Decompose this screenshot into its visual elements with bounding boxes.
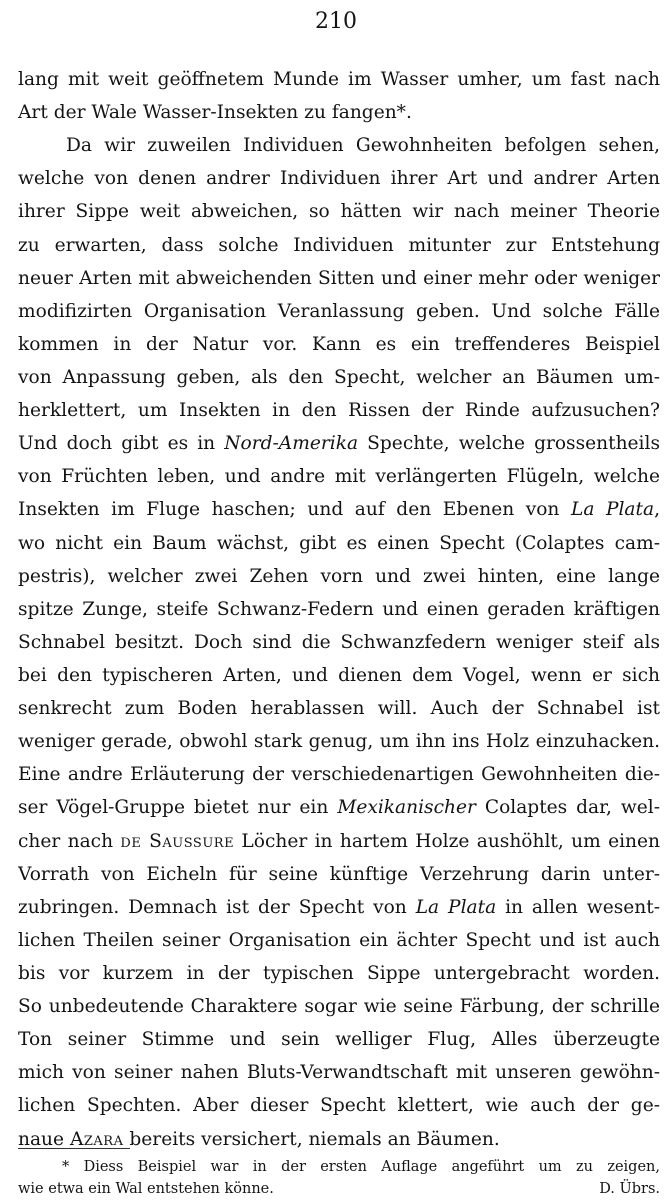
text-segment: pestris), welcher zwei Zehen vorn und zwei hinten, eine lange	[18, 565, 660, 587]
text-segment: senkrecht zum Boden herablassen will. Auch der Schnabel ist	[18, 698, 660, 720]
text-line	[18, 328, 660, 361]
text-segment: bei den typischeren Arten, und dienen dem Vogel, wenn er sich	[18, 664, 660, 686]
text-segment: in allen wesent-	[496, 896, 660, 918]
text-segment: kommen in der Natur vor. Kann es ein treffenderes Beispiel	[18, 333, 660, 355]
text-line	[18, 924, 660, 957]
italic-term: Mexikanischer	[337, 797, 476, 819]
text-line	[18, 493, 660, 526]
footnote-text: wie etwa ein Wal entstehen könne.	[18, 1181, 274, 1197]
author-name: Azara	[69, 1128, 124, 1150]
text-line	[18, 527, 660, 560]
text-segment: von Anpassung geben, als den Specht, welcher an Bäumen um-	[18, 366, 660, 388]
author-name: de Saussure	[120, 830, 235, 852]
text-segment: modifizirten Organisation Veranlassung geben. Und solche Fälle	[18, 300, 660, 322]
text-line	[18, 162, 660, 195]
text-line	[18, 427, 660, 460]
footnote-rule	[18, 1148, 130, 1149]
footnote-line	[18, 1178, 660, 1200]
text-segment: ihrer Sippe weit abweichen, so hätten wir nach meiner Theorie	[18, 201, 660, 223]
text-segment: mich von seiner nahen Bluts-Verwandtschaft mit unseren gewöhn-	[18, 1062, 660, 1084]
text-line	[18, 825, 660, 858]
text-line	[18, 758, 660, 791]
text-line	[18, 858, 660, 891]
text-segment: zu erwarten, dass solche Individuen mitunter zur Entstehung	[18, 234, 660, 256]
text-segment: herklettert, um Insekten in den Rissen der Rinde aufzusuchen?	[18, 400, 660, 422]
text-line	[18, 659, 660, 692]
text-line	[18, 195, 660, 228]
text-line	[18, 990, 660, 1023]
text-segment: Schnabel besitzt. Doch sind die Schwanzfedern weniger steif als	[18, 631, 660, 653]
text-segment: Art der Wale Wasser-Insekten zu fangen*.	[18, 102, 412, 124]
text-line	[18, 1123, 660, 1156]
text-segment: Löcher in hartem Holze aushöhlt, um einen	[234, 830, 660, 852]
text-segment: Da wir zuweilen Individuen Gewohnheiten befolgen sehen,	[66, 135, 660, 157]
text-line	[18, 96, 660, 129]
text-line	[18, 1089, 660, 1122]
italic-term: La Plata	[570, 499, 655, 521]
text-segment: zubringen. Demnach ist der Specht von	[18, 896, 416, 918]
text-segment: Und doch gibt es in	[18, 433, 225, 455]
text-segment: Eine andre Erläuterung der verschiedenartigen Gewohnheiten die-	[18, 764, 660, 786]
text-segment: lichen Spechten. Aber dieser Specht klettert, wie auch der ge-	[18, 1095, 660, 1117]
text-segment: ,	[654, 499, 660, 521]
text-segment: Vorrath von Eicheln für seine künftige Verzehrung darin unter-	[18, 863, 660, 885]
text-line	[18, 957, 660, 990]
text-line	[18, 262, 660, 295]
italic-term: La Plata	[415, 896, 497, 918]
text-segment: welche von denen andrer Individuen ihrer Art und andrer Arten	[18, 168, 660, 190]
text-line	[18, 791, 660, 824]
text-segment: bereits versichert, niemals an Bäumen.	[123, 1128, 500, 1150]
text-line	[18, 692, 660, 725]
text-segment: lichen Theilen seiner Organisation ein ächter Specht und ist auch	[18, 929, 660, 951]
text-segment: bis vor kurzem in der typischen Sippe untergebracht worden.	[18, 962, 660, 984]
text-line	[18, 63, 660, 96]
text-line	[18, 725, 660, 758]
footnote-attribution: D. Übrs.	[599, 1181, 660, 1197]
text-segment: lang mit weit geöffnetem Munde im Wasser umher, um fast nach	[18, 69, 660, 90]
page-number: 210	[315, 9, 357, 34]
text-segment: So unbedeutende Charaktere sogar wie seine Färbung, der schrille	[18, 996, 660, 1018]
text-line	[18, 1023, 660, 1056]
text-segment: von Früchten leben, und andre mit verlängerten Flügeln, welche	[18, 466, 660, 488]
text-segment: wo nicht ein Baum wächst, gibt es einen Specht (Colaptes cam-	[18, 532, 660, 554]
text-segment: weniger gerade, obwohl stark genug, um ihn ins Holz einzuhacken.	[18, 731, 660, 753]
body-text	[18, 63, 660, 1156]
text-segment: ser Vögel-Gruppe bietet nur ein	[18, 797, 338, 819]
text-segment: Ton seiner Stimme und sein welliger Flug, Alles überzeugte	[18, 1029, 660, 1051]
text-line	[18, 229, 660, 262]
text-segment: cher nach	[18, 830, 121, 852]
footnote-line: * Diess Beispiel war in der ersten Auflage angeführt um zu zeigen,	[62, 1159, 660, 1175]
text-segment: naue	[18, 1128, 70, 1150]
text-line	[18, 361, 660, 394]
text-line	[18, 295, 660, 328]
footnote	[18, 1156, 660, 1200]
text-line	[18, 460, 660, 493]
italic-term: Nord-Amerika	[224, 433, 359, 455]
text-segment: neuer Arten mit abweichenden Sitten und einer mehr oder weniger	[18, 267, 660, 289]
text-line	[18, 394, 660, 427]
text-line	[18, 129, 660, 162]
text-line	[18, 560, 660, 593]
text-segment: Spechte, welche grossentheils	[358, 433, 660, 455]
text-segment: spitze Zunge, steife Schwanz-Federn und einen geraden kräftigen	[18, 598, 660, 620]
text-line	[18, 891, 660, 924]
text-segment: Colaptes dar, wel-	[475, 797, 660, 819]
text-segment: Insekten im Fluge haschen; und auf den Ebenen von	[18, 499, 571, 521]
text-line	[18, 626, 660, 659]
text-line	[18, 1056, 660, 1089]
text-line	[18, 593, 660, 626]
